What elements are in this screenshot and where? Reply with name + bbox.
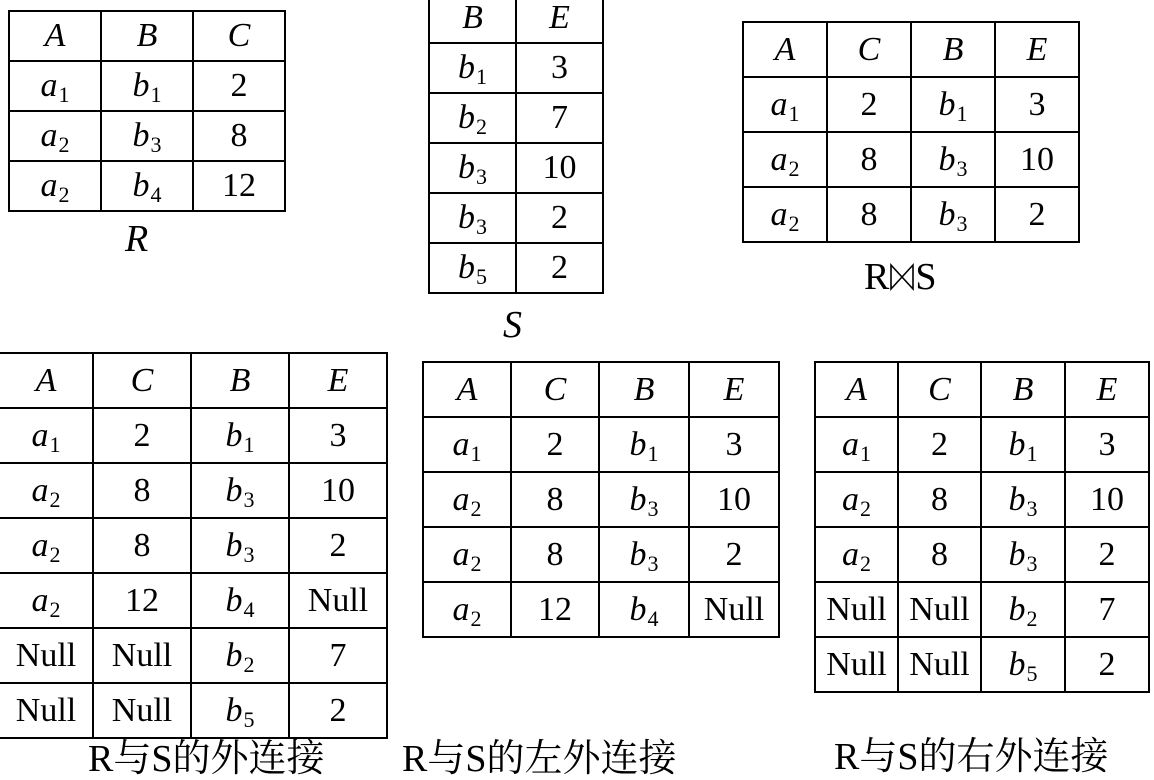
attribute-subscript: 2 (860, 495, 871, 521)
relation-r-caption: R (125, 218, 149, 260)
attribute-value: a (31, 526, 49, 564)
table-cell: Null (0, 628, 93, 683)
table-row (815, 582, 1149, 637)
table-cell: 12 (93, 573, 191, 628)
column-header: E (995, 22, 1079, 77)
relation-r-table (8, 10, 286, 212)
attribute-value: a (770, 85, 788, 123)
table-cell: 2 (511, 417, 599, 472)
attribute-value: b (225, 471, 243, 509)
table-row (0, 628, 387, 683)
table-cell: 3 (995, 77, 1079, 132)
attribute-value: b (1008, 645, 1026, 683)
table-row (815, 637, 1149, 692)
table-row (743, 187, 1079, 242)
table-cell (423, 472, 511, 527)
attribute-subscript: 3 (647, 550, 659, 576)
table-row (429, 143, 603, 193)
attribute-subscript: 1 (788, 100, 800, 126)
table-cell: 2 (1065, 527, 1149, 582)
column-header: B (101, 11, 193, 61)
table-row (9, 161, 285, 211)
column-header: E (289, 353, 387, 408)
attribute-subscript: 3 (956, 210, 968, 236)
attribute-subscript: 1 (49, 431, 61, 457)
table-cell (9, 61, 101, 111)
table-cell (429, 43, 516, 93)
table-row (423, 417, 779, 472)
table-cell: 8 (193, 111, 285, 161)
table-row (815, 417, 1149, 472)
attribute-subscript: 2 (49, 596, 61, 622)
attribute-subscript: 2 (1026, 605, 1038, 631)
column-header: C (93, 353, 191, 408)
column-header: C (193, 11, 285, 61)
table-cell: 8 (511, 472, 599, 527)
table-cell (9, 111, 101, 161)
attribute-value: b (629, 425, 647, 463)
table-cell (191, 628, 289, 683)
table-row (0, 683, 387, 738)
column-header: A (743, 22, 827, 77)
natural-join-caption-left: R (864, 256, 890, 298)
header-row (0, 353, 387, 408)
table-cell (599, 582, 689, 637)
table-cell: Null (898, 637, 981, 692)
attribute-subscript: 1 (956, 100, 968, 126)
relation-s-caption: S (503, 304, 522, 346)
attribute-subscript: 3 (1026, 550, 1038, 576)
attribute-subscript: 2 (470, 495, 482, 521)
table-cell (981, 637, 1065, 692)
attribute-subscript: 5 (243, 706, 255, 732)
table-cell (981, 472, 1065, 527)
table-cell (0, 408, 93, 463)
table-cell (981, 582, 1065, 637)
attribute-subscript: 5 (476, 264, 487, 289)
table-cell (191, 518, 289, 573)
table-cell: 10 (689, 472, 779, 527)
attribute-value: a (770, 195, 788, 233)
table-cell (911, 187, 995, 242)
attribute-subscript: 3 (956, 155, 968, 181)
attribute-value: a (31, 581, 49, 619)
attribute-subscript: 2 (788, 210, 800, 236)
table-cell (0, 518, 93, 573)
table-row (0, 573, 387, 628)
attribute-value: a (452, 590, 470, 628)
column-header: A (0, 353, 93, 408)
natural-join-caption-right: S (915, 256, 937, 298)
table-cell: 10 (516, 143, 603, 193)
table-row (0, 518, 387, 573)
attribute-value: b (458, 99, 475, 136)
attribute-subscript: 2 (470, 550, 482, 576)
attribute-subscript: 1 (470, 440, 482, 466)
attribute-value: b (938, 195, 956, 233)
table-cell: 2 (289, 683, 387, 738)
table-row (429, 243, 603, 293)
left-outer-join-caption: R与S的左外连接 (402, 738, 677, 780)
table-cell: 2 (516, 243, 603, 293)
attribute-value: a (40, 167, 58, 204)
attribute-subscript: 2 (58, 182, 70, 207)
attribute-value: a (40, 117, 58, 154)
table-cell: 2 (995, 187, 1079, 242)
table-cell: Null (93, 628, 191, 683)
table-row (743, 77, 1079, 132)
table-row (423, 527, 779, 582)
table-cell: 8 (827, 132, 911, 187)
table-cell (9, 161, 101, 211)
table-cell: 2 (289, 518, 387, 573)
attribute-value: b (132, 167, 150, 204)
table-cell: Null (0, 683, 93, 738)
natural-join-table (742, 21, 1080, 243)
table-row (0, 463, 387, 518)
table-row (423, 472, 779, 527)
table-cell: 12 (511, 582, 599, 637)
table-row (815, 527, 1149, 582)
table-cell: 8 (511, 527, 599, 582)
attribute-value: a (842, 425, 859, 463)
table-cell (743, 187, 827, 242)
right-outer-join-caption: R与S的右外连接 (834, 736, 1109, 778)
table-cell: 8 (93, 463, 191, 518)
attribute-subscript: 2 (470, 605, 482, 631)
table-cell: 8 (93, 518, 191, 573)
table-cell: 3 (1065, 417, 1149, 472)
table-cell (743, 77, 827, 132)
attribute-value: b (225, 636, 243, 674)
table-cell: 3 (289, 408, 387, 463)
table-cell: Null (898, 582, 981, 637)
column-header: B (981, 362, 1065, 417)
table-cell: 2 (898, 417, 981, 472)
attribute-subscript: 2 (49, 541, 61, 567)
table-cell (191, 463, 289, 518)
attribute-value: b (629, 480, 647, 518)
table-cell (423, 417, 511, 472)
table-row (9, 111, 285, 161)
table-cell: 2 (516, 193, 603, 243)
table-cell (815, 472, 898, 527)
table-row (9, 61, 285, 111)
attribute-value: a (452, 480, 470, 518)
attribute-value: a (40, 67, 58, 104)
table-row (429, 93, 603, 143)
attribute-subscript: 1 (647, 440, 659, 466)
header-row (423, 362, 779, 417)
header-row (429, 0, 603, 43)
table-cell: 2 (1065, 637, 1149, 692)
table-cell: 3 (689, 417, 779, 472)
attribute-value: b (225, 581, 243, 619)
column-header: B (429, 0, 516, 43)
table-cell (981, 527, 1065, 582)
attribute-subscript: 1 (243, 431, 255, 457)
attribute-value: b (1008, 425, 1026, 463)
attribute-subscript: 1 (150, 82, 162, 107)
table-row (815, 472, 1149, 527)
attribute-value: b (225, 526, 243, 564)
table-cell: 7 (1065, 582, 1149, 637)
table-cell (911, 77, 995, 132)
table-cell (815, 527, 898, 582)
column-header: E (516, 0, 603, 43)
table-cell (0, 463, 93, 518)
attribute-value: b (629, 590, 647, 628)
attribute-value: b (1008, 480, 1026, 518)
attribute-subscript: 2 (860, 550, 871, 576)
table-cell: Null (93, 683, 191, 738)
attribute-value: a (31, 416, 49, 454)
attribute-value: b (225, 691, 243, 729)
attribute-subscript: 3 (243, 541, 255, 567)
table-cell: 2 (827, 77, 911, 132)
table-row (0, 408, 387, 463)
attribute-value: a (770, 140, 788, 178)
attribute-value: a (842, 535, 859, 573)
header-row (743, 22, 1079, 77)
outer-join-table (0, 352, 388, 739)
table-row (423, 582, 779, 637)
column-header: A (9, 11, 101, 61)
attribute-subscript: 4 (647, 605, 659, 631)
table-cell (599, 472, 689, 527)
attribute-subscript: 1 (476, 64, 487, 89)
table-cell: 8 (898, 527, 981, 582)
table-cell: 2 (689, 527, 779, 582)
table-cell: Null (815, 582, 898, 637)
table-cell: 8 (898, 472, 981, 527)
table-cell (423, 527, 511, 582)
table-cell (981, 417, 1065, 472)
attribute-value: a (842, 480, 859, 518)
table-cell (911, 132, 995, 187)
column-header: A (423, 362, 511, 417)
table-cell: 7 (289, 628, 387, 683)
table-cell (429, 193, 516, 243)
attribute-subscript: 5 (1026, 660, 1038, 686)
attribute-value: b (458, 199, 475, 236)
attribute-subscript: 1 (58, 82, 70, 107)
table-cell: 2 (193, 61, 285, 111)
column-header: B (911, 22, 995, 77)
attribute-subscript: 3 (243, 486, 255, 512)
attribute-subscript: 2 (243, 651, 255, 677)
natural-join-caption (864, 258, 937, 299)
attribute-subscript: 3 (1026, 495, 1038, 521)
table-cell: 12 (193, 161, 285, 211)
table-cell (429, 93, 516, 143)
table-cell (429, 243, 516, 293)
left-outer-join-table (422, 361, 780, 638)
table-cell: Null (815, 637, 898, 692)
table-cell: Null (689, 582, 779, 637)
table-cell (0, 573, 93, 628)
table-cell (101, 161, 193, 211)
table-cell (191, 573, 289, 628)
attribute-subscript: 3 (150, 132, 162, 157)
column-header: C (511, 362, 599, 417)
attribute-subscript: 3 (476, 214, 487, 239)
table-cell (101, 61, 193, 111)
attribute-subscript: 2 (476, 114, 487, 139)
attribute-value: b (938, 85, 956, 123)
table-cell (101, 111, 193, 161)
attribute-value: b (225, 416, 243, 454)
column-header: B (599, 362, 689, 417)
table-cell (599, 417, 689, 472)
table-cell (599, 527, 689, 582)
attribute-value: a (452, 535, 470, 573)
table-cell: 10 (1065, 472, 1149, 527)
attribute-value: b (1008, 590, 1026, 628)
bowtie-join-icon (889, 261, 915, 299)
attribute-subscript: 2 (49, 486, 61, 512)
attribute-subscript: 4 (243, 596, 255, 622)
attribute-value: b (629, 535, 647, 573)
table-cell (423, 582, 511, 637)
table-cell: 3 (516, 43, 603, 93)
table-cell: 10 (995, 132, 1079, 187)
attribute-subscript: 4 (150, 182, 162, 207)
header-row (815, 362, 1149, 417)
attribute-value: a (31, 471, 49, 509)
table-row (429, 43, 603, 93)
attribute-value: b (458, 49, 475, 86)
table-cell: 10 (289, 463, 387, 518)
table-cell: 8 (827, 187, 911, 242)
attribute-value: b (1008, 535, 1026, 573)
table-cell (743, 132, 827, 187)
table-cell (191, 683, 289, 738)
attribute-value: b (458, 149, 475, 186)
relation-s-table (428, 0, 604, 294)
attribute-subscript: 1 (1026, 440, 1038, 466)
attribute-value: b (132, 67, 150, 104)
header-row (9, 11, 285, 61)
table-cell: 7 (516, 93, 603, 143)
table-row (429, 193, 603, 243)
table-cell: Null (289, 573, 387, 628)
attribute-value: b (132, 117, 150, 154)
attribute-subscript: 2 (58, 132, 70, 157)
table-cell (815, 417, 898, 472)
column-header: C (827, 22, 911, 77)
attribute-subscript: 1 (860, 440, 871, 466)
attribute-subscript: 2 (788, 155, 800, 181)
column-header: E (689, 362, 779, 417)
column-header: A (815, 362, 898, 417)
table-cell: 2 (93, 408, 191, 463)
right-outer-join-table (814, 361, 1150, 693)
column-header: B (191, 353, 289, 408)
attribute-value: a (452, 425, 470, 463)
table-row (743, 132, 1079, 187)
attribute-subscript: 3 (476, 164, 487, 189)
column-header: E (1065, 362, 1149, 417)
attribute-subscript: 3 (647, 495, 659, 521)
outer-join-caption: R与S的外连接 (88, 738, 325, 780)
attribute-value: b (458, 249, 475, 286)
table-cell (429, 143, 516, 193)
table-cell (191, 408, 289, 463)
attribute-value: b (938, 140, 956, 178)
column-header: C (898, 362, 981, 417)
